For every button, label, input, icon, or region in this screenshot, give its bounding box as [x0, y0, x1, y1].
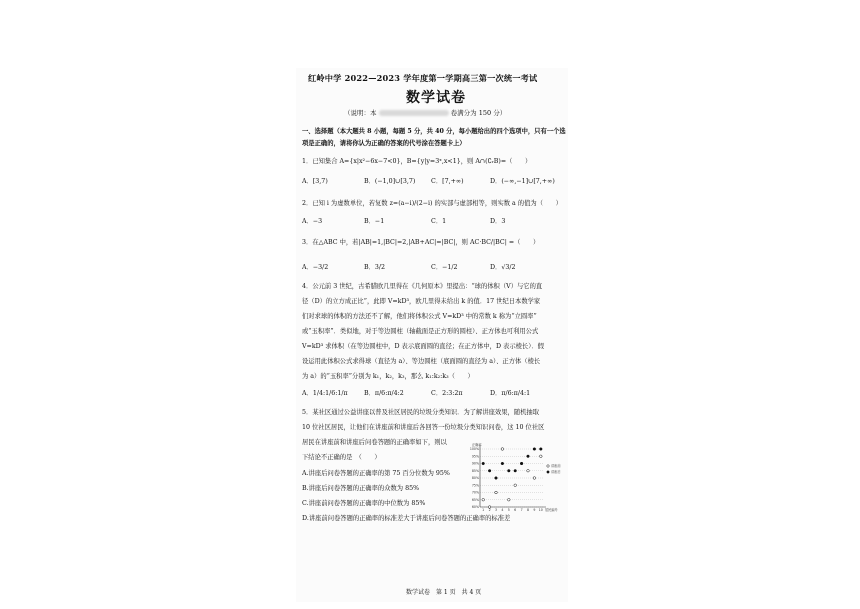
- question-5-line-3: 居民在讲座前和讲座后问卷答题的正确率如下，则以: [302, 439, 447, 446]
- option-c: C．[7,+∞): [431, 178, 464, 185]
- exam-note: [344, 110, 506, 117]
- exam-subtitle: 数学试卷: [406, 90, 466, 106]
- option-d: D.讲座前问卷答题的正确率的标准差大于讲座后问卷答题的正确率的标准差: [302, 515, 511, 522]
- y-tick-label: 65%: [471, 497, 479, 502]
- exam-note-right: 卷满分为 150 分）: [450, 109, 507, 117]
- section1-line1-end: 个选: [553, 128, 566, 135]
- question-text: 公元前 3 世纪，古希腊欧几里得在《几何原本》里提出：“球的体积（V）与它的直: [312, 283, 543, 290]
- question-5-line-2: 10 位社区居民，让他们在讲座前和讲座后各回答一份垃圾分类知识问卷，这 10 位社区: [302, 424, 545, 431]
- x-tick-label: 5: [507, 508, 510, 512]
- option-c: C．−1/2: [431, 264, 458, 271]
- question-text: 某社区通过公益讲座以普及社区居民的垃圾分类知识．为了解讲座效果，随机抽取: [312, 409, 539, 416]
- data-point: [495, 491, 498, 494]
- data-point: [482, 498, 485, 501]
- option-a: A．−3/2: [302, 264, 329, 271]
- legend-marker: [547, 465, 549, 467]
- option-b: B.讲座后问卷答题的正确率的众数为 85%: [302, 485, 420, 492]
- data-point: [540, 448, 543, 451]
- option-c: C．2:3:2π: [431, 390, 463, 397]
- data-point: [482, 462, 485, 465]
- question-4-line-6: 设运用此体积公式求得球（直径为 a）、等边圆柱（底面圆的直径为 a）、正方体（棱长: [302, 358, 541, 365]
- y-tick-label: 70%: [471, 490, 479, 495]
- option-b: B．−1: [364, 218, 385, 225]
- smudge-mark: [379, 110, 449, 116]
- question-5-line-1: [302, 410, 539, 416]
- data-point: [501, 448, 504, 451]
- x-tick-label: 3: [494, 508, 498, 512]
- option-b: B．3/2: [364, 264, 386, 271]
- option-a: A．−3: [302, 218, 323, 225]
- y-tick-label: 90%: [471, 461, 479, 466]
- x-tick-label: 9: [533, 508, 536, 512]
- x-tick-label: 4: [501, 508, 504, 512]
- data-point: [533, 477, 536, 480]
- page-footer: 数学试卷 第 1 页 共 4 页: [406, 589, 482, 596]
- question-text: 在△ABC 中，若|AB|=1,|BC|=2,|AB+AC|=|BC|，则 AC·BC/|BC| =（ ）: [312, 239, 540, 246]
- x-tick-label: 1: [482, 508, 485, 512]
- option-d: D．(−∞,−1]∪[7,+∞): [490, 178, 555, 185]
- option-c: C．1: [431, 218, 447, 225]
- question-number: 2．: [302, 200, 313, 207]
- data-point: [540, 455, 543, 458]
- option-b: B．π/6:π/4:2: [364, 390, 404, 397]
- question-number: 5．: [302, 409, 313, 416]
- question-4-line-5: V=kD³ 求体积（在等边圆柱中，D 表示底面圆的直径；在正方体中，D 表示棱长）．假: [302, 343, 544, 350]
- data-point: [495, 477, 498, 480]
- option-a: A．[3,7): [302, 178, 328, 185]
- y-tick-label: 95%: [471, 454, 479, 459]
- data-point: [488, 469, 491, 472]
- y-tick-label: 80%: [471, 476, 479, 480]
- exam-note-left: （说明：本: [344, 109, 377, 117]
- data-point: [501, 462, 504, 465]
- x-tick-label: 2: [488, 508, 491, 512]
- x-tick-label: 7: [520, 508, 523, 512]
- question-4-line-7: 为 a）的“玉积率”分别为 k₁，k₂，k₃，那么 k₁:k₂:k₃（ ）: [302, 373, 474, 380]
- question-text: 已知 i 为虚数单位，若复数 z=(a−i)/(2−i) 的实部与虚部相等，则实数 a 的值为（ ）: [312, 200, 562, 207]
- data-point: [488, 506, 491, 509]
- option-a: A．1/4:1/6:1/π: [302, 390, 348, 397]
- question-number: 3．: [302, 239, 313, 246]
- exam-paper: [296, 68, 568, 602]
- data-point: [514, 469, 517, 472]
- data-point: [508, 498, 511, 501]
- option-d: D．√3/2: [490, 264, 516, 271]
- legend-label: 讲座前: [551, 464, 561, 468]
- question-4-line-4: 或“玉积率”．类似地，对于等边圆柱（轴截面是正方形的圆柱）、正方体也可利用公式: [302, 328, 539, 335]
- question-2: [302, 201, 562, 207]
- option-b: B．(−1,0]∪[3,7): [364, 178, 416, 185]
- data-point: [527, 469, 530, 472]
- data-point: [520, 462, 523, 465]
- accuracy-chart-svg: [466, 441, 566, 519]
- y-tick-label: 100%: [469, 447, 479, 451]
- question-1: [302, 159, 531, 165]
- y-tick-label: 75%: [471, 483, 479, 488]
- y-axis-label: 正确率: [472, 443, 482, 447]
- x-tick-label: 8: [526, 508, 530, 512]
- option-c: C.讲座前问卷答题的正确率的中位数为 85%: [302, 500, 426, 507]
- x-tick-label: 6: [514, 508, 517, 512]
- exam-title: 红岭中学 2022—2023 学年度第一学期高三第一次统一考试: [308, 73, 538, 83]
- option-d: D．3: [490, 218, 506, 225]
- question-number: 1．: [302, 158, 313, 165]
- section1-line2: 项是正确的，请将你认为正确的答案的代号涂在答题卡上）: [302, 140, 466, 147]
- question-text: 已知集合 A={x|x²−6x−7<0}，B={y|y=3ˣ,x<1}，则 A∩(∁ᵣB)=（ ）: [312, 158, 532, 165]
- data-point: [508, 469, 511, 472]
- question-number: 4．: [302, 283, 313, 290]
- question-3: [302, 240, 539, 246]
- data-point: [527, 455, 530, 458]
- question-4-line-2: 径（D）的立方成正比”，此即 V=kD³，欧几里得未给出 k 的值．17 世纪日本数学家: [302, 298, 541, 305]
- data-point: [514, 484, 517, 487]
- option-a: A.讲座后问卷答题的正确率的第 75 百分位数为 95%: [302, 470, 450, 477]
- y-tick-label: 60%: [471, 505, 479, 509]
- data-point: [533, 448, 536, 451]
- question-4-line-3: 们对求球的体积的方法还不了解，他们将体积公式 V=kD³ 中的常数 k 称为“立圆率”: [302, 313, 537, 320]
- legend-label: 讲座后: [551, 470, 561, 474]
- accuracy-chart: [466, 441, 566, 519]
- question-5-line-4: 下结论不正确的是 （ ）: [302, 454, 381, 461]
- y-tick-label: 85%: [471, 468, 479, 473]
- x-axis-label: 居民编号: [545, 508, 558, 512]
- section1-line1: 一、选择题（本大题共 8 小题，每题 5 分，共 40 分，每小题给出的四个选项中，只有一: [302, 128, 554, 135]
- legend-marker: [547, 471, 549, 473]
- question-4-line-1: [302, 284, 542, 290]
- x-tick-label: 10: [538, 508, 543, 512]
- section1-header: [302, 129, 566, 135]
- option-d: D．π/6:π/4:1: [490, 390, 531, 397]
